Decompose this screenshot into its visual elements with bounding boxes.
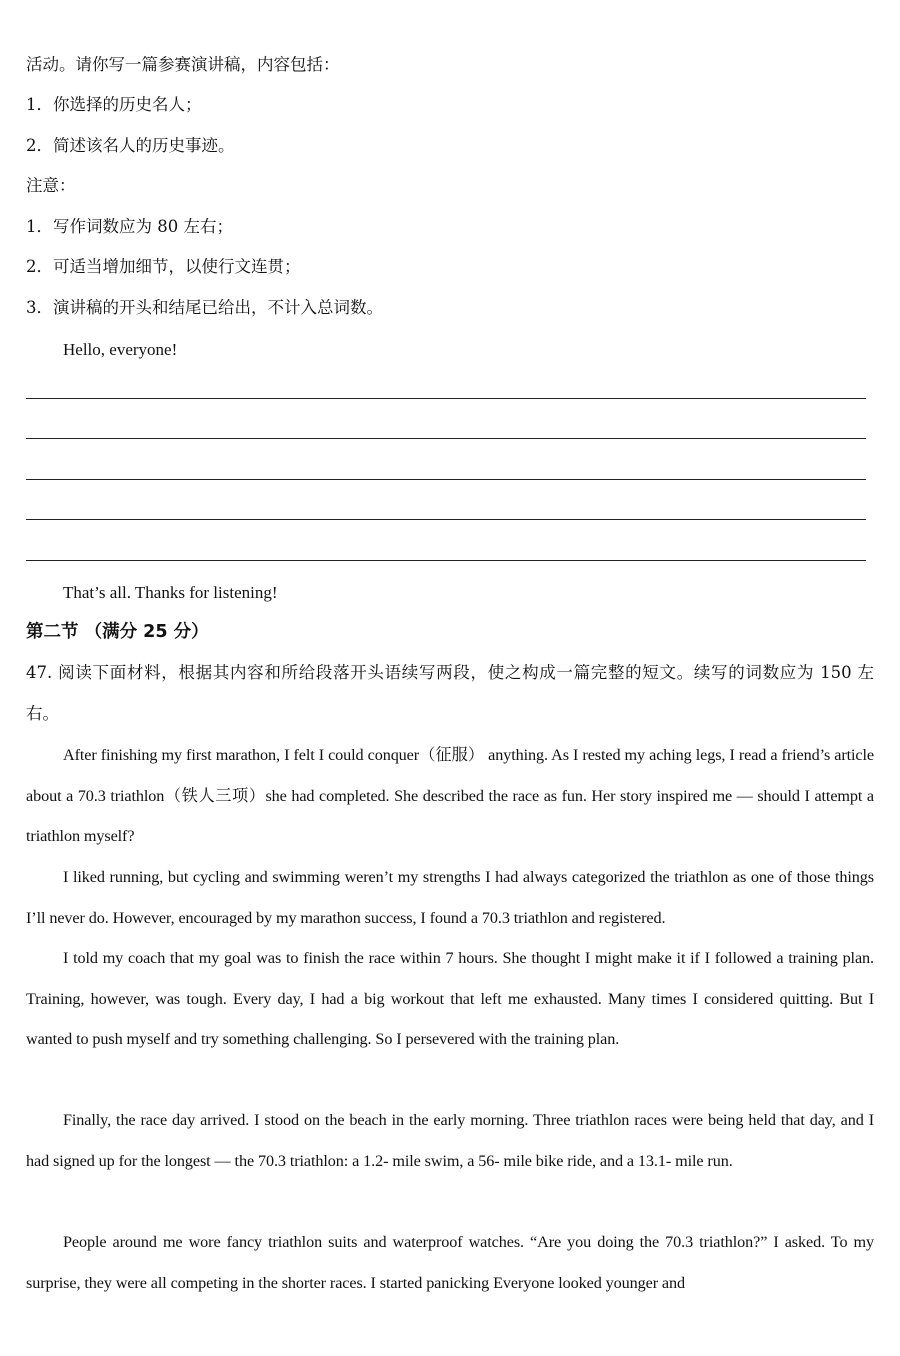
content-item-1: 1．你选择的历史名人； xyxy=(26,95,202,114)
speech-closing: That’s all. Thanks for listening! xyxy=(63,583,278,602)
writing-line xyxy=(26,519,866,520)
speech-opening: Hello, everyone! xyxy=(63,340,178,359)
writing-line xyxy=(26,438,866,439)
notice-label: 注意： xyxy=(26,176,76,195)
passage-paragraph-4: Finally, the race day arrived. I stood on the beach in the early morning. Three triathlon races were being held that day, and I had signed up for the longest — the 70.3 triathlon: a 1.2- mile swim, a 56- mile bike ride, and a 13.1- mile run. xyxy=(26,1111,874,1170)
task-intro-line: 活动。请你写一篇参赛演讲稿，内容包括： xyxy=(26,55,340,74)
section-heading: 第二节 （满分 25 分） xyxy=(26,622,209,642)
writing-line xyxy=(26,398,866,399)
passage-paragraph-2: I liked running, but cycling and swimming weren’t my strengths I had always categorized the triathlon as one of those things I’ll never do. However, encouraged by my marathon success, I found a 70.3 triathlon and registered. xyxy=(26,868,874,927)
question-instruction: 47. 阅读下面材料，根据其内容和所给段落开头语续写两段，使之构成一篇完整的短文。续写的词数应为 150 左右。 xyxy=(26,663,874,723)
writing-line xyxy=(26,560,866,561)
passage-paragraph-5: People around me wore fancy triathlon suits and waterproof watches. “Are you doing the 70.3 triathlon?” I asked. To my surprise, they were all competing in the shorter races. I started panicking Everyone looked younger and xyxy=(26,1233,874,1292)
notice-item-3: 3．演讲稿的开头和结尾已给出，不计入总词数。 xyxy=(26,298,383,317)
content-item-2: 2．简述该名人的历史事迹。 xyxy=(26,136,235,155)
passage-paragraph-1: After finishing my first marathon, I felt I could conquer（征服） anything. As I rested my aching legs, I read a friend’s article about a 70.3 triathlon（铁人三项）she had completed. She described the race as fun. Her story inspired me — should I attempt a triathlon myself? xyxy=(26,746,874,845)
notice-item-2: 2．可适当增加细节，以使行文连贯； xyxy=(26,257,301,276)
writing-line xyxy=(26,479,866,480)
notice-item-1: 1．写作词数应为 80 左右； xyxy=(26,217,233,236)
passage-paragraph-3: I told my coach that my goal was to finish the race within 7 hours. She thought I might make it if I followed a training plan. Training, however, was tough. Every day, I had a big workout that left me exhausted. Many times I considered quitting. But I wanted to push myself and try something challenging. So I persevered with the training plan. xyxy=(26,949,874,1048)
